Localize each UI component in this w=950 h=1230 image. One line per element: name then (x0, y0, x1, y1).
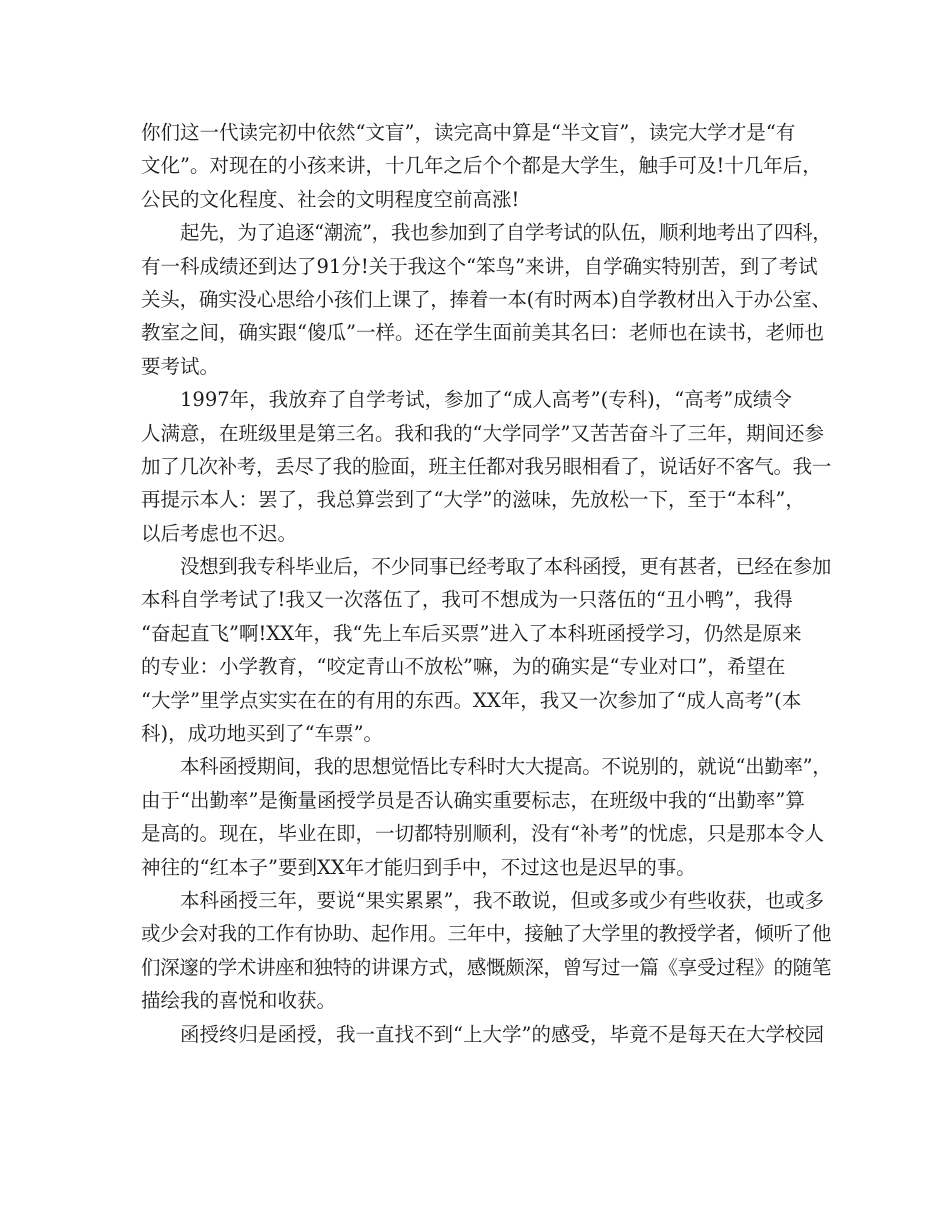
text-line: 们深邃的学术讲座和独特的讲课方式，感慨颇深，曾写过一篇《享受过程》的随笔 (141, 955, 832, 979)
text-line: 关头，确实没心思给小孩们上课了，捧着一本(有时两本)自学教材出入于办公室、 (141, 287, 831, 311)
text-line: 你们这一代读完初中依然“文盲”，读完高中算是“半文盲”，读完大学才是“有 (141, 121, 796, 144)
text-line: 文化”。对现在的小孩来讲，十几年之后个个都是大学生，触手可及!十几年后， (141, 154, 822, 178)
text-line: 人满意，在班级里是第三名。我和我的“大学同学”又苦苦奋斗了三年，期间还参 (141, 421, 824, 445)
text-line: 要考试。 (141, 354, 220, 378)
paragraph-first-line: 本科函授期间，我的思想觉悟比专科时大大提高。不说别的，就说“出勤率”， (180, 755, 832, 779)
text-line: 是高的。现在，毕业在即，一切都特别顺利，没有“补考”的忧虑，只是那本令人 (141, 822, 824, 846)
text-line: 或少会对我的工作有协助、起作用。三年中，接触了大学里的教授学者，倾听了他 (141, 922, 832, 946)
paragraph-first-line: 1997年，我放弃了自学考试，参加了“成人高考”(专科)，“高考”成绩令 (180, 388, 792, 412)
paragraph-first-line: 起先，为了追逐“潮流”，我也参加到了自学考试的队伍，顺利地考出了四科， (180, 221, 832, 245)
text-line: 有一科成绩还到达了91分!关于我这个“笨鸟”来讲，自学确实特别苦，到了考试 (141, 254, 818, 278)
text-line: 以后考虑也不迟。 (141, 521, 298, 545)
text-line: “奋起直飞”啊!XX年，我“先上车后买票”进入了本科班函授学习，仍然是原来 (141, 621, 802, 645)
text-line: 教室之间，确实跟“傻瓜”一样。还在学生面前美其名曰：老师也在读书，老师也 (141, 321, 824, 345)
document-body (141, 116, 831, 1051)
text-line: 本科自学考试了!我又一次落伍了，我可不想成为一只落伍的“丑小鸭”，我得 (141, 588, 793, 612)
paragraph-first-line: 没想到我专科毕业后，不少同事已经考取了本科函授，更有甚者，已经在参加 (180, 555, 832, 579)
paragraph-first-line: 本科函授三年，要说“果实累累”，我不敢说，但或多或少有些收获，也或多 (180, 888, 824, 912)
paragraph-first-line: 函授终归是函授，我一直找不到“上大学”的感受，毕竟不是每天在大学校园 (180, 1022, 824, 1046)
text-line: 公民的文化程度、社会的文明程度空前高涨! (141, 187, 520, 211)
text-line: “大学”里学点实实在在的有用的东西。XX年，我又一次参加了“成人高考”(本 (141, 688, 802, 712)
text-line: 的专业：小学教育，“咬定青山不放松”嘛，为的确实是“专业对口”，希望在 (141, 655, 786, 679)
text-line: 由于“出勤率”是衡量函授学员是否认确实重要标志，在班级中我的“出勤率”算 (141, 788, 805, 812)
text-line: 描绘我的喜悦和收获。 (141, 989, 337, 1013)
text-line: 科)，成功地买到了“车票”。 (141, 722, 384, 746)
text-line: 再提示本人：罢了，我总算尝到了“大学”的滋味，先放松一下，至于“本科”， (141, 488, 805, 512)
text-line: 加了几次补考，丢尽了我的脸面，班主任都对我另眼相看了，说话好不客气。我一 (141, 454, 832, 478)
text-line: 神往的“红本子”要到XX年才能归到手中，不过这也是迟早的事。 (141, 855, 696, 879)
